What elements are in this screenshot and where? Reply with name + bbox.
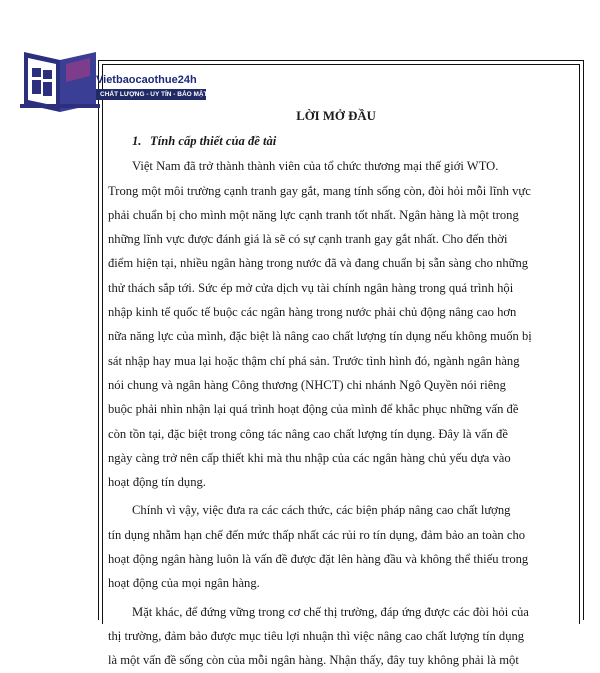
text-line: buộc phải nhìn nhận lại quá trình hoạt động của mình để khắc phục những vấn đề xyxy=(108,402,519,417)
brand-block xyxy=(96,74,206,100)
section-title: Tính cấp thiết của đề tài xyxy=(150,134,277,149)
text-line: tín dụng nhằm hạn chế đến mức thấp nhất các rủi ro tín dụng, đảm bảo an toàn cho xyxy=(108,527,526,542)
text-line: nói chung và ngân hàng Công thương (NHCT) chi nhánh Ngô Quyền nói riêng xyxy=(108,377,506,392)
paragraph-3 xyxy=(108,600,529,673)
document-body xyxy=(108,104,532,673)
text-line: Mặt khác, để đứng vững trong cơ chế thị trường, đáp ứng được các đòi hỏi của xyxy=(132,604,529,619)
text-line: phải chuẩn bị cho mình một năng lực cạnh tranh tốt nhất. Ngân hàng là một trong xyxy=(108,207,519,222)
text-line: hoạt động của mọi ngân hàng. xyxy=(108,576,260,591)
brand-name: Vietbaocaothue24h xyxy=(96,74,197,86)
document-title: LỜI MỞ ĐẦU xyxy=(296,109,376,123)
text-line: hoạt động ngân hàng luôn là vấn đề được đặt lên hàng đầu và không thể thiếu trong xyxy=(108,552,529,567)
section-number: 1. xyxy=(132,134,142,149)
section-heading xyxy=(108,128,518,154)
text-line: điểm hiện tại, nhiều ngân hàng trong nước đã và đang chuẩn bị sẵn sàng cho những xyxy=(108,256,529,271)
text-line: Chính vì vậy, việc đưa ra các cách thức, các biện pháp nâng cao chất lượng xyxy=(132,503,511,518)
text-line: ngày càng trở nên cấp thiết khi mà thu nhập của các ngân hàng chủ yếu dựa vào xyxy=(108,450,511,465)
brand-tagline: CHẤT LƯỢNG - UY TÍN - BẢO MẬT xyxy=(96,89,206,100)
text-line: những lĩnh vực được đánh giá là sẽ có sự cạnh tranh gay gắt nhất. Cho đến thời xyxy=(108,232,508,247)
text-line: hoạt động tín dụng. xyxy=(108,475,206,490)
text-line: là một vấn đề sống còn của mỗi ngân hàng. Nhận thấy, đây tuy không phải là một xyxy=(108,653,519,668)
paragraph-2 xyxy=(108,498,529,595)
text-line: Việt Nam đã trở thành thành viên của tổ chức thương mại thế giới WTO. xyxy=(132,159,499,174)
text-line: nhập kinh tế quốc tế buộc các ngân hàng trong nước phải chủ động nâng cao hơn xyxy=(108,305,517,320)
text-line: thử thách sắp tới. Sức ép mở cửa dịch vụ tài chính ngân hàng trong quá trình hội xyxy=(108,280,514,295)
text-line: nữa năng lực của mình, đặc biệt là nâng cao chất lượng tín dụng nếu không muốn bị xyxy=(108,329,532,344)
text-line: thị trường, đảm bảo được mục tiêu lợi nhuận thì việc nâng cao chất lượng tín dụng xyxy=(108,628,525,643)
paragraph-1 xyxy=(108,154,532,494)
text-line: sát nhập hay mua lại hoặc thậm chí phá sản. Trước tình hình đó, ngành ngân hàng xyxy=(108,353,520,368)
text-line: còn tồn tại, đặc biệt trong công tác nâng cao chất lượng tín dụng. Đây là vấn đề xyxy=(108,426,508,441)
book-logo-icon xyxy=(20,46,100,116)
text-line: Trong một môi trường cạnh tranh gay gắt, mang tính sống còn, đòi hỏi mỗi lĩnh vực xyxy=(108,183,531,198)
